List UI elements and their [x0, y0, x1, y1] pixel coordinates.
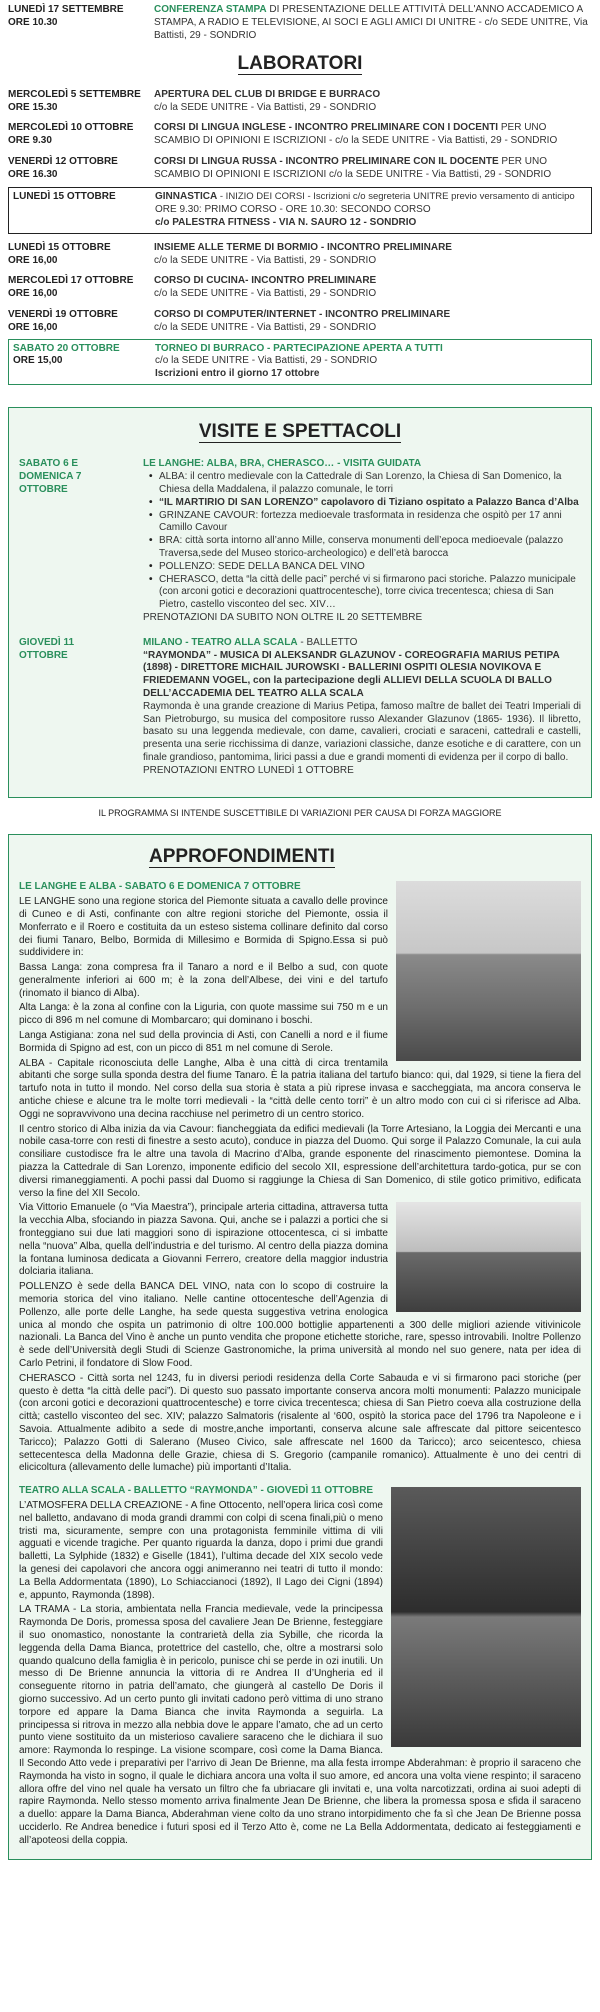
event-title: CORSI DI LINGUA RUSSA - INCONTRO PRELIMINARE CON IL DOCENTE	[154, 155, 499, 167]
subsection-title: TEATRO ALLA SCALA - BALLETTO “RAYMONDA” - GIOVEDÌ 11 OTTOBRE	[19, 1485, 374, 1497]
event-description	[154, 156, 592, 182]
event-text: c/o la SEDE UNITRE - Via Battisti, 29 - SONDRIO	[155, 355, 378, 367]
event-row-scala	[19, 631, 581, 784]
booking-note: PRENOTAZIONI ENTRO LUNEDÌ 1 OTTOBRE	[143, 764, 354, 776]
date-line: VENERDÌ 19 OTTOBRE	[8, 309, 118, 321]
section-approfondimenti	[8, 834, 592, 1860]
paragraph: Il centro storico di Alba inizia da via Cavour: fiancheggiata da edifici medievali (la Torre Artesiano, la Loggia dei Mercanti e una nobile casa-torre con resti di finestre a sesto acuto), conduce in piazza del Duomo. Qui sorge il Palazzo Comunale, la cui aula consiliare custodisce fra le altre una tavola di Macrino d’Alba, grande esponente del rinascimento piemontese. Domina la piazza la Cattedrale di San Lorenzo, imponente edificio del secolo XII, espressione dell’architettura tardo-gotica, pur se con diversi rimaneggiamenti. A pochi passi dal Duomo si raggiunge la Chiesa di San Domenico, di stile gotico primitivo, edificata verso la fine del XII Secolo.	[19, 1123, 581, 1199]
paragraph: Alta Langa: è la zona al confine con la Liguria, con quote massime sui 750 m e un picco di 896 m nel comune di Mombarcaro; qui dominano i boschi.	[19, 1002, 388, 1027]
event-title: INSIEME ALLE TERME DI BORMIO - INCONTRO PRELIMINARE	[154, 241, 452, 253]
date-line: SABATO 6 E	[19, 458, 79, 470]
event-date	[8, 309, 154, 335]
event-text: c/o la SEDE UNITRE - Via Battisti, 29 - SONDRIO	[154, 254, 377, 266]
event-date	[8, 156, 154, 182]
time-line: ORE 16.30	[8, 168, 58, 180]
time-line: ORE 16,00	[8, 321, 58, 333]
list-item: • GRINZANE CAVOUR: fortezza medioevale trasformata in residenza che ospitò per 17 anni Camillo Cavour	[149, 510, 581, 536]
paragraph: POLLENZO è sede della BANCA DEL VINO, nata con lo scopo di costruire la memoria storica del vino italiano. Nelle cantine ottocentesche dell’Agenzia di Pollenzo, alle porte delle Langhe, ha sede questa suggestiva vetrina enologica unica al mondo che ospita un patrimonio di oltre 100.000 bottiglie appartenenti a 300 delle migliori aziende vitivinicole nazionali. La Banca del Vino è anche un punto vendita che propone etichette storiche, rare, spesso introvabili. Inoltre Pollenzo è sede dell’Università degli Studi di Scienze Gastronomiche, la prima università al mondo nel suo genere, nata per idea di Carlo Petrini, il fondatore di Slow Food.	[19, 1281, 581, 1369]
event-title: TORNEO DI BURRACO - PARTECIPAZIONE APERTA A TUTTI	[155, 342, 443, 354]
event-title: MILANO - TEATRO ALLA SCALA	[143, 636, 298, 648]
list-item: • CHERASCO, detta “la città delle paci” perché vi si firmarono paci storiche. Palazzo municipale (con arconi gotici e decorazioni quattrocentesche), torre civica trecentesca; chiesa di San Pietro, castello visconteo del sec. XIV…	[149, 574, 581, 612]
time-line: ORE 16,00	[8, 288, 58, 300]
event-title: CORSO DI COMPUTER/INTERNET - INCONTRO PRELIMINARE	[154, 309, 451, 321]
event-row	[8, 305, 592, 339]
date-line: MERCOLEDÌ 10 OTTOBRE	[8, 122, 134, 134]
event-subtitle: - BALLETTO	[297, 636, 358, 648]
event-body: Raymonda è una grande creazione di Marius Petipa, famoso maître de ballet dei Teatri Imperiali di San Pietroburgo, su musica del compositore russo Alexander Glazunov (1865- 1936). Il libretto, basato su una leggenda medievale, con dame, cavalieri, crociati e saraceni, cattedrali e castelli, presenta una serie ricchissima di danze, variazioni classiche, danze esotiche e di carattere, con un finale grandioso, pantomima, lirici passi a due e grandi momenti di evidenza per il corpo di ballo.	[143, 700, 581, 763]
date-line: MERCOLEDÌ 5 SETTEMBRE	[8, 88, 141, 100]
event-text: - INIZIO DEI CORSI - Iscrizioni c/o segreteria UNITRE previo versamento di anticipo	[217, 191, 575, 203]
event-row	[8, 85, 592, 119]
alba-photo	[396, 881, 581, 1061]
date-line: SABATO 20 OTTOBRE	[13, 342, 120, 354]
event-title: APERTURA DEL CLUB DI BRIDGE E BURRACO	[154, 88, 381, 100]
section-heading: LABORATORI	[237, 53, 363, 75]
event-title: CORSO DI CUCINA- INCONTRO PRELIMINARE	[154, 275, 377, 287]
paragraph: CHERASCO - Città sorta nel 1243, fu in diversi periodi residenza della Corte Sabauda e vi si firmarono paci storiche (per questo è detta “la città delle paci”). Di questo suo passato importante conserva ancora molti monumenti: Palazzo municipale (con arconi gotici e decorazioni quattrocentesche) e torre civica trecentesca; chiesa di San Pietro coeva alla costruzione della città; castello visconteo del sec. XIV; palazzo Salmatoris (risalente al ‘600, ospitò la storica pace del 1796 tra Napoleone e i Savoia. Attualmente adibito a sede di mostre,anche importanti, conserva alcune sale affrescate dal pittore seicentesco Taricco); Palazzo Gotti di Salerano (Museo Civico, sale affrescate nel 1600 da Taricco); arco seicentesco, chiesa settecentesca della Madonna delle Grazie, chiesa di S. Gregorio (campanile romanico). Attualmente è uno dei centri di elicicoltura (allevamento delle lumache) più importanti d’Italia.	[19, 1372, 581, 1474]
date-line: VENERDÌ 12 OTTOBRE	[8, 155, 118, 167]
event-description	[154, 309, 592, 335]
paragraph: LA TRAMA - La storia, ambientata nella Francia medievale, vede la principessa Raymonda De Doris, promessa sposa del cavaliere Jean De Brienne, festeggiare il suo onomastico, nonostante la contrarietà della zia Sybille, che ricorda la leggenda della Dama Bianca, protettrice del castello, che, oltre a mostrarsi solo quando qualcuno della famiglia è in pericolo, punisce chi se perde in ozi inutili. Un messo di De Brienne annuncia la vittoria di re Andrea II d’Ungheria ed il conseguente ritorno in patria dell’amato, che giungerà al castello De Doris il giorno successivo. Ad un certo punto gli invitati cadono però vittima di uno strano torpore ed appare la Dama Bianca che invita Raymonda a seguirla. La principessa si ritrova in mezzo alla nebbia dove le appare l’amato, che ad un certo punto viene sostituito da un misterioso cavaliere saraceno che le dichiara il suo amore: Raymonda lo respinge. La visione scompare, così come la Dama Bianca. Il Secondo Atto vede i preparativi per l’arrivo di Jean De Brienne, ma alla festa irrompe Abderahman: è proprio il saraceno che Raymonda ha visto in sogno, il quale le dichiara ancora una volta il suo amore, ed ancora una volta viene respinto; il saraceno allora offre del vino nel quale ha versato un filtro che fa ubriacare gli invitati e, una volta narcotizzati, ordina ai suoi adepti di rapire Raymonda. Nello stesso momento arriva finalmente Jean De Brienne, che libera la promessa sposa e sfida il saraceno a duello: appare la Dama Bianca, Abderahman viene colto da uno strano intorpidimento che fa sì che Jean De Brienne possa ucciderlo. Re Andrea benedice i futuri sposi ed il Terzo Atto è, come ne La Bella Addormentata, dedicato ai festeggiamenti e all’apoteosi della coppia.	[19, 1604, 581, 1846]
event-date	[8, 4, 154, 42]
event-description	[154, 122, 592, 148]
event-text: c/o la SEDE UNITRE - Via Battisti, 29 - SONDRIO	[154, 321, 377, 333]
event-title: CONFERENZA STAMPA	[154, 4, 267, 15]
event-row	[8, 238, 592, 272]
date-line: OTTOBRE	[19, 649, 68, 661]
event-box-burraco	[8, 339, 592, 385]
time-line: ORE 16,00	[8, 254, 58, 266]
time-line: ORE 15,00	[13, 355, 63, 367]
event-row	[8, 118, 592, 152]
event-title: CORSI DI LINGUA INGLESE - INCONTRO PRELIMINARE CON I DOCENTI	[154, 122, 499, 134]
event-row	[8, 152, 592, 186]
list-item: • “IL MARTIRIO DI SAN LORENZO” capolavoro di Tiziano ospitato a Palazzo Banca d’Alba	[149, 497, 581, 510]
section-title-approfondimenti	[149, 845, 581, 869]
event-date: LUNEDÌ 15 OTTOBRE	[13, 191, 116, 203]
visit-list	[143, 471, 581, 612]
event-description	[154, 4, 592, 42]
event-description	[143, 637, 581, 778]
event-date	[13, 343, 155, 381]
paragraph: Langa Astigiana: zona nel sud della provincia di Asti, con Canelli a nord e il fiume Bormida di Spigno ad est, con un picco di 851 m nel comune di Serole.	[19, 1030, 388, 1054]
paragraph: L’ATMOSFERA DELLA CREAZIONE - A fine Ottocento, nell’opera lirica così come nel balletto, andavano di moda grandi drammi con colpi di scena finali,più o meno tristi ma, sicuramente, sempre con una protagonista femminile vittima di vili agguati e vicende tragiche. Per quanto riguarda la danza, dopo i primi due grandi balletti, La Sylphide (1832) e Giselle (1841), l’ultima decade del XIX secolo vede la genesi dei capolavori che ancora oggi animeranno nei teatri di tutto il mondo: La Bella Addormentata (1890), Lo Schiaccianoci (1892), Il Lago dei Cigni (1894) e, appunto, Raymonda (1898).	[19, 1499, 383, 1601]
section-title-visite	[19, 420, 581, 444]
event-text: PER UNO SCAMBIO DI OPINIONI E ISCRIZIONI c/o la SEDE UNITRE - Via Battisti, 29 - SONDRIO	[154, 155, 552, 180]
event-note: Iscrizioni entro il giorno 17 ottobre	[155, 368, 320, 380]
event-description	[155, 343, 587, 381]
event-date	[19, 458, 143, 624]
time-line: ORE 10.30	[8, 16, 58, 28]
event-date	[8, 275, 154, 301]
section-title-laboratori	[8, 52, 592, 76]
date-line: LUNEDÌ 17 SETTEMBRE	[8, 4, 124, 15]
event-row	[8, 271, 592, 305]
date-line: MERCOLEDÌ 17 OTTOBRE	[8, 275, 134, 287]
event-text: DI PRESENTAZIONE DELLE ATTIVITÀ DELL'ANNO ACCADEMICO A STAMPA, A RADIO E TELEVISIONE, AI SOCI E AGLI AMICI DI UNITRE - c/o SEDE UNITRE, Via Battisti, 29 - SONDRIO	[154, 4, 588, 41]
event-location: c/o PALESTRA FITNESS - VIA N. SAURO 12 - SONDRIO	[155, 217, 417, 229]
time-line: ORE 9.30	[8, 135, 52, 147]
paragraph: ALBA - Capitale riconosciuta delle Langhe, Alba è una città di circa trentamila abitanti che sorge sulla sponda destra del fiume Tanaro. È la patria italiana del tartufo bianco: qui, dal 1929, si tiene la fiera del tartufo nota in tutto il mondo. Nel corso della sua storia è stata a più riprese invasa e saccheggiata, ma ancora conserva le antiche chiese e alcune tra le molte torri medievali - la “città delle cento torri” è un altro modo con cui ci si riferisce ad Alba. Oggi ne sopravvivono una decina racchiuse nel perimetro di un centro storico.	[19, 1057, 581, 1120]
event-text: c/o la SEDE UNITRE - Via Battisti, 29 - SONDRIO	[154, 288, 377, 300]
event-description	[143, 458, 581, 624]
time-line: ORE 15.30	[8, 101, 58, 113]
ballet-photo	[391, 1487, 581, 1747]
event-text: c/o la SEDE UNITRE - Via Battisti, 29 - SONDRIO	[154, 101, 377, 113]
event-times: ORE 9.30: PRIMO CORSO - ORE 10.30: SECONDO CORSO	[155, 204, 431, 216]
event-description	[154, 89, 592, 115]
date-line: OTTOBRE	[19, 483, 68, 495]
list-item: • ALBA: il centro medievale con la Cattedrale di San Lorenzo, la Chiesa di San Domenico, la Chiesa della Maddalena, il palazzo comunale, le torri	[149, 471, 581, 497]
list-item: • BRA: città sorta intorno all’anno Mille, conserva monumenti dell’epoca medioevale (palazzo Traversa,sede del Museo storico-archeologico) e dell’età barocca	[149, 535, 581, 561]
event-row-langhe	[19, 452, 581, 630]
section-heading: APPROFONDIMENTI	[149, 846, 335, 867]
event-date	[8, 89, 154, 115]
event-title: LE LANGHE: ALBA, BRA, CHERASCO… - VISITA GUIDATA	[143, 458, 422, 470]
event-box-ginnastica	[8, 187, 592, 233]
date-line: LUNEDÌ 15 OTTOBRE	[8, 241, 111, 253]
event-row-conferenza	[8, 0, 592, 46]
pollenzo-photo	[396, 1202, 581, 1312]
event-text: PER UNO SCAMBIO DI OPINIONI E ISCRIZIONI - c/o la SEDE UNITRE - Via Battisti, 29 - SONDRIO	[154, 122, 558, 147]
event-date	[8, 242, 154, 268]
section-visite-spettacoli	[8, 407, 592, 798]
event-description	[154, 275, 592, 301]
event-title: GINNASTICA	[155, 191, 218, 203]
paragraph: Via Vittorio Emanuele (o “Via Maestra”), principale arteria cittadina, attraversa tutta la vecchia Alba, sfociando in piazza Savona. Qui, anche se i palazzi a portici che si fronteggiano sui due lati maggiori sono di ispirazione ottocentesca, ci si imbatte nella “nuova” Alba, quella dell’industria e del turismo. Al centro della piazza domina la fontana luminosa dedicata a Giovanni Ferrero, creatore della maggior industria dolciaria italiana.	[19, 1202, 388, 1278]
event-description	[155, 191, 587, 229]
paragraph: Bassa Langa: zona compresa fra il Tanaro a nord e il Belbo a sud, con quote generalmente inferiori ai 600 m; è la zona dell’Albese, dei vini e del tartufo (rinomato il bianco di Alba).	[19, 962, 388, 999]
subsection-title: LE LANGHE E ALBA - SABATO 6 E DOMENICA 7 OTTOBRE	[19, 881, 301, 893]
disclaimer: IL PROGRAMMA SI INTENDE SUSCETTIBILE DI VARIAZIONI PER CAUSA DI FORZA MAGGIORE	[98, 808, 502, 819]
event-credits: “RAYMONDA” - MUSICA DI ALEKSANDR GLAZUNOV - COREOGRAFIA MARIUS PETIPA (1898) - DIRETTORE MICHAIL JUROWSKI - BALLERINI OSPITI OLESIA NOVIKOVA E FRIEDEMANN VOGEL, con la partecipazione degli ALLIEVI DELLA SCUOLA DI BALLO DELL’ACCADEMIA DEL TEATRO ALLA SCALA	[143, 649, 560, 699]
section-heading: VISITE E SPETTACOLI	[198, 421, 402, 443]
date-line: GIOVEDÌ 11	[19, 636, 75, 648]
paragraph: LE LANGHE sono una regione storica del Piemonte situata a cavallo delle province di Cuneo e di Asti, confinante con altre regioni storiche del Piemonte, ossia il Monferrato e il Roero e costituita da un esteso sistema collinare definito dal corso dei fiumi Tanaro, Belbo, Bormida di Millesimo e Bormida di Spigno.Essa si può suddividere in:	[19, 896, 388, 959]
booking-note: PRENOTAZIONI DA SUBITO NON OLTRE IL 20 SETTEMBRE	[143, 611, 423, 623]
list-item: • POLLENZO: SEDE DELLA BANCA DEL VINO	[149, 561, 581, 574]
date-line: DOMENICA 7	[19, 471, 82, 483]
event-date	[19, 637, 143, 778]
event-date	[8, 122, 154, 148]
event-description	[154, 242, 592, 268]
